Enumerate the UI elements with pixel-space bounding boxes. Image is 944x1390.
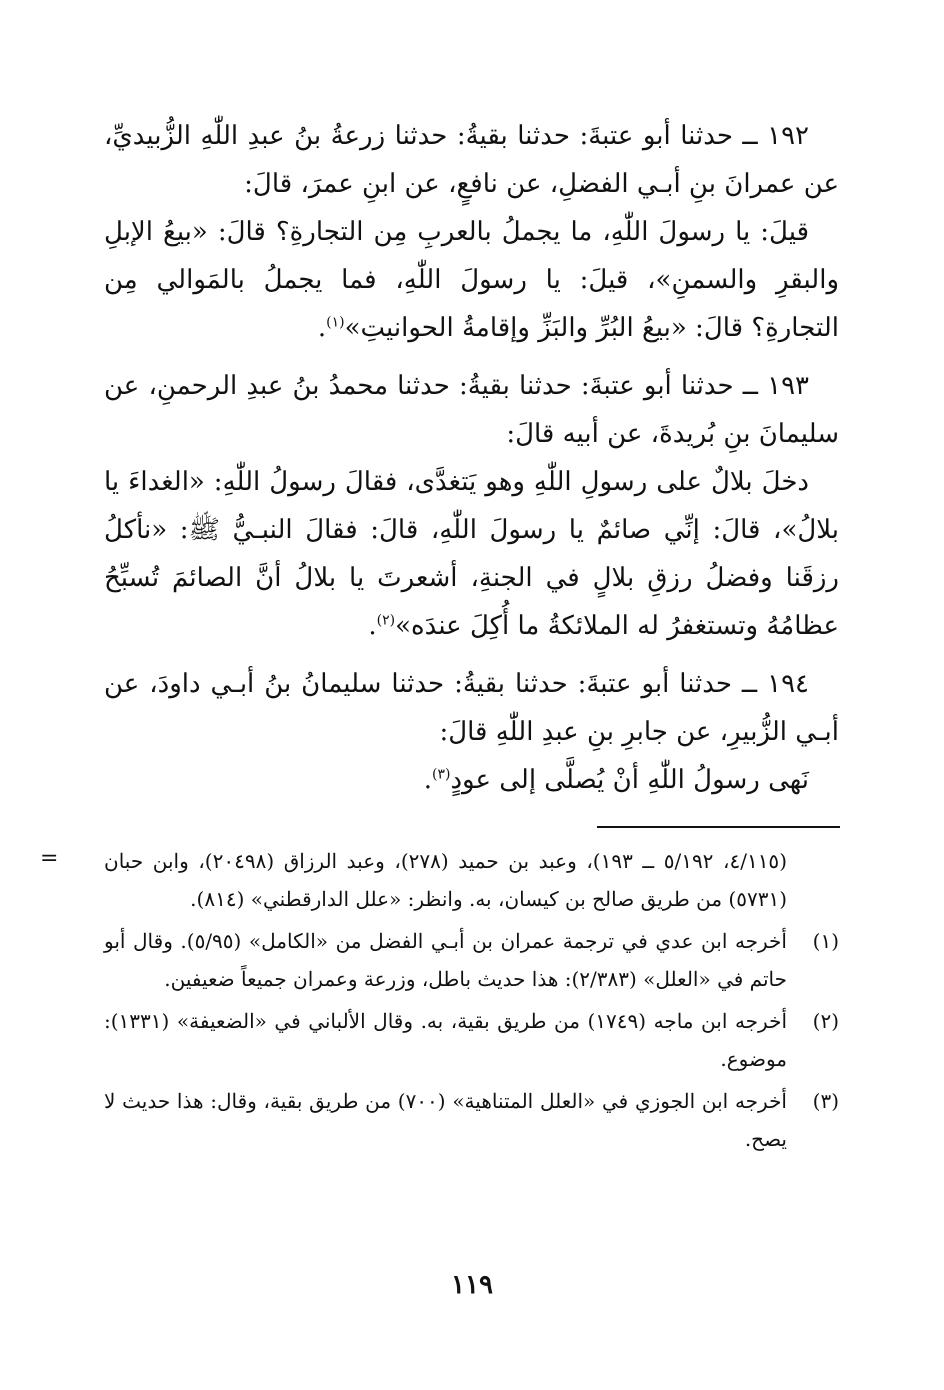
footnote-text: أخرجه ابن ماجه (١٧٤٩) من طريق بقية، به. وقال الألباني في «الضعيفة» (١٣٣١): موضوع. xyxy=(104,1009,787,1071)
hadith-194-isnad xyxy=(104,660,839,756)
footnote-2 xyxy=(104,1002,839,1078)
hadith-194-text: نَهى رسولُ اللّٰهِ أنْ يُصلَّى إلى عودٍ$^{(٣)}$. xyxy=(423,765,809,795)
continuation-marker: = xyxy=(40,846,59,871)
main-text xyxy=(104,112,839,804)
hadith-193-matn: دخلَ بلالٌ على رسولِ اللّٰهِ وهو يَتغدَّى، فقالَ رسولُ اللّٰهِ: «الغداءَ يا بلالُ»، قالَ: إنِّي صائمٌ يا رسولَ اللّٰهِ، قالَ: فقالَ النبـيُّ ﷺ: «نأكلُ رزقَنا وفضلُ رزقِ بلالٍ في الجنةِ، أشعرتَ يا بلالُ أنَّ الصائمَ تُسبِّحُ عظامُهُ وتستغفرُ له الملائكةُ ما أُكِلَ عندَه» xyxy=(104,467,839,641)
footnotes xyxy=(104,842,839,1162)
footnote-ref-1: (١) xyxy=(326,314,345,331)
hadith-192-isnad-line-1: ١٩٢ ــ حدثنا أبو عتبةَ: حدثنا بقيةُ: حدثنا زرعةُ بنُ عبدِ اللّٰهِ xyxy=(200,121,810,151)
footnote-continued xyxy=(104,842,839,918)
hadith-192-text: قيلَ: يا رسولَ اللّٰهِ، ما يجملُ بالعربِ مِن التجارةِ؟ قالَ: «بيعُ الإبلِ والبقرِ والسمنِ»، قيلَ: يا رسولَ اللّٰهِ، فما يجملُ بالمَوالي مِن التجارةِ؟ قالَ: «بيعُ البُرِّ والبَزِّ وإقامةُ الحوانيتِ»$^{(١)}$. xyxy=(104,217,839,343)
hadith-194-matn: نَهى رسولُ اللّٰهِ أنْ يُصلَّى إلى عودٍ xyxy=(450,765,809,795)
footnote-number: (٣) xyxy=(812,1089,839,1113)
footnote-number: (٢) xyxy=(812,1009,839,1033)
footnote-text: أخرجه ابن الجوزي في «العلل المتناهية» (٧٠٠) من طريق بقية، وقال: هذا حديث لا يصح. xyxy=(104,1089,787,1151)
hadith-192-isnad xyxy=(104,112,839,208)
footnote-ref-3: (٣) xyxy=(431,766,451,783)
footnote-separator xyxy=(597,826,840,828)
footnote-number: (١) xyxy=(812,929,839,953)
hadith-192-isnad-line-2: الزُّبيديِّ، عن عمرانَ بنِ أبـي الفضلِ، عن نافعٍ، عن ابنِ عمرَ، قالَ: xyxy=(104,121,839,199)
hadith-193-text: دخلَ بلالٌ على رسولِ اللّٰهِ وهو يَتغدَّى، فقالَ رسولُ اللّٰهِ: «الغداءَ يا بلالُ»، قالَ: إنِّي صائمٌ يا رسولَ اللّٰهِ، قالَ: فقالَ النبـيُّ ﷺ: «نأكلُ رزقَنا وفضلُ رزقِ بلالٍ في الجنةِ، أشعرتَ يا بلالُ أنَّ الصائمَ تُسبِّحُ عظامُهُ وتستغفرُ له الملائكةُ ما أُكِلَ عندَه»$^{(٢)}$. xyxy=(104,467,839,641)
footnote-1 xyxy=(104,922,839,998)
hadith-194-isnad-line-2: عن أبـي الزُّبيرِ، عن جابرِ بنِ عبدِ اللّٰهِ قالَ: xyxy=(104,669,839,747)
hadith-192-matn: قيلَ: يا رسولَ اللّٰهِ، ما يجملُ بالعربِ مِن التجارةِ؟ قالَ: «بيعُ الإبلِ والبقرِ والسمنِ»، قيلَ: يا رسولَ اللّٰهِ، فما يجملُ بالمَوالي مِن التجارةِ؟ قالَ: «بيعُ البُرِّ والبَزِّ وإقامةُ الحوانيتِ» xyxy=(104,217,839,343)
hadith-193-isnad-line-2: عن سليمانَ بنِ بُريدةَ، عن أبيه قالَ: xyxy=(104,371,839,449)
hadith-194-isnad-line-1: ١٩٤ ــ حدثنا أبو عتبةَ: حدثنا بقيةُ: حدثنا سليمانُ بنُ أبـي داودَ، xyxy=(149,669,810,699)
footnote-ref-2: (٢) xyxy=(376,612,396,629)
page-number: ١١٩ xyxy=(451,1270,493,1300)
footnote-continued-text: (٤/١١٥، ٥/١٩٢ ــ ١٩٣)، وعبد بن حميد (٢٧٨)، وعبد الرزاق (٢٠٤٩٨)، وابن حبان (٥٧٣١) من طريق صالح بن كيسان، به. وانظر: «علل الدارقطني» (٨١٤). xyxy=(104,849,787,911)
hadith-193-isnad xyxy=(104,362,839,458)
footnote-3 xyxy=(104,1082,839,1158)
hadith-193-isnad-line-1: ١٩٣ ــ حدثنا أبو عتبةَ: حدثنا بقيةُ: حدثنا محمدُ بنُ عبدِ الرحمنِ، xyxy=(148,371,810,401)
footnote-text: أخرجه ابن عدي في ترجمة عمران بن أبـي الفضل من «الكامل» (٥/٩٥). وقال أبو حاتم في «العلل» (٢/٣٨٣): هذا حديث باطل، وزرعة وعمران جميعاً ضعيفين. xyxy=(104,929,787,991)
